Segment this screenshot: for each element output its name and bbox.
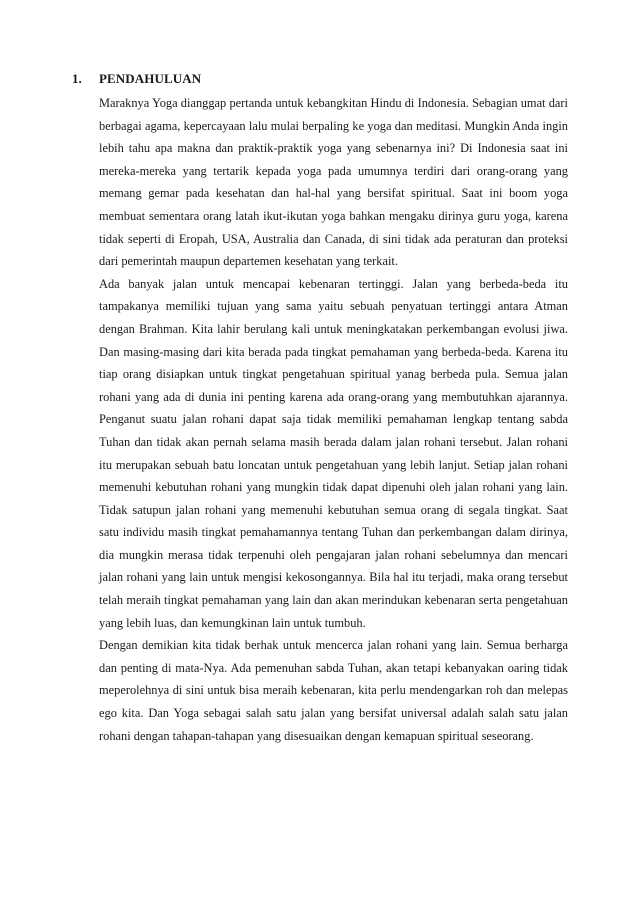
section-heading [72, 70, 568, 88]
section-title: PENDAHULUAN [99, 71, 202, 86]
section-number: 1. [72, 71, 82, 86]
paragraph-yoga-in-indonesia: Maraknya Yoga dianggap pertanda untuk kebangkitan Hindu di Indonesia. Sebagian umat dari berbagai agama, kepercayaan lalu mulai berpaling ke yoga dan meditasi. Mungkin Anda ingin lebih tahu apa makna dan praktik-praktik yoga yang sebenarnya ini? Di Indonesia saat ini mereka-mereka yang tertarik kepada yoga pada umumnya terdiri dari orang-orang yang memang gemar pada kesehatan dan hal-hal yang bersifat spiritual. Saat ini boom yoga membuat sementara orang latah ikut-ikutan yoga bahkan mengaku dirinya guru yoga, karena tidak seperti di Eropah, USA, Australia dan Canada, di sini tidak ada peraturan dan proteksi dari pemerintah maupun departemen kesehatan yang terkait. [99, 96, 568, 269]
section-introduction [72, 70, 568, 747]
paragraph-conclusion: Dengan demikian kita tidak berhak untuk mencerca jalan rohani yang lain. Semua berharga dan penting di mata-Nya. Ada pemenuhan sabda Tuhan, akan tetapi kebanyakan oaring tidak meperolehnya di sini untuk bisa meraih kebenaran, kita perlu mendengarkan roh dan melepas ego kita. Dan Yoga sebagai salah satu jalan yang bersifat universal adalah salah satu jalan rohani dengan tahapan-tahapan yang disesuaikan dengan kemapuan spiritual seseorang. [99, 638, 568, 743]
paragraph-spiritual-paths: Ada banyak jalan untuk mencapai kebenaran tertinggi. Jalan yang berbeda-beda itu tampakanya memiliki tujuan yang sama yaitu sebuah penyatuan tertinggi antara Atman dengan Brahman. Kita lahir berulang kali untuk meningkatakan perkembangan evolusi jiwa. Dan masing-masing dari kita berada pada tingkat pemahaman yang berbeda-beda. Karena itu tiap orang disiapkan untuk tingkat pengetahuan spiritual yanag berbeda pula. Semua jalan rohani yang ada di dunia ini penting karena ada orang-orang yang membutuhkan ajarannya. Penganut suatu jalan rohani dapat saja tidak memiliki pemahaman lengkap tentang sabda Tuhan dan tidak akan pernah selama masih berada dalam jalan rohani tersebut. Jalan rohani itu merupakan sebuah batu loncatan untuk pengetahuan yang lebih lanjut. Setiap jalan rohani memenuhi kebutuhan rohani yang mungkin tidak dapat dipenuhi oleh jalan rohani yang lain. Tidak satupun jalan rohani yang memenuhi kebutuhan semua orang di segala tingkat. Saat satu individu masih tingkat pemahamannya tentang Tuhan dan perkembangan dalam dirinya, dia mungkin merasa tidak terpenuhi oleh pengajaran jalan rohani sebelumnya dan mencari jalan rohani yang lain untuk mengisi kekosongannya. Bila hal itu terjadi, maka orang tersebut telah meraih tingkat pemahaman yang lain dan akan merindukan kebenaran serta pengetahuan yang lebih luas, dan kemungkinan lain untuk tumbuh. [99, 276, 568, 630]
section-body [99, 92, 568, 747]
